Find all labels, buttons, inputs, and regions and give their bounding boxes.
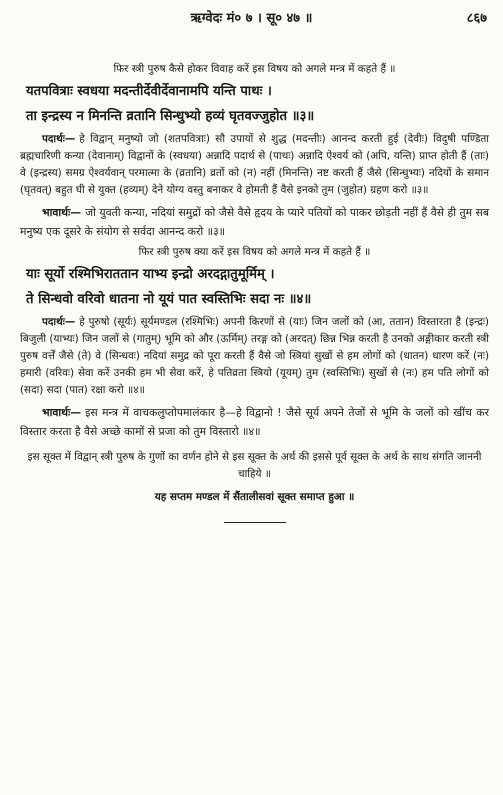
padartha-3-text: हे विद्वान् मनुष्यो जो (शतपवित्राः) सौ उपायों से शुद्ध (मदन्तीः) आनन्द करती हुई (देवीः) विदुषी पण्डिता ब्रह्मचारिणी कन्या (देवानाम्) विद्वानों के (स्वधया) अन्नादि पदार्थ से (पाथः) अन्नादि ऐश्वर्य को (अपि, यन्ति) प्राप्त होती हैं (ताः) वे (इन्द्रस्य) समग्र ऐश्वर्यवान् परमात्मा के (व्रतानि) व्रतों को (न) नहीं (मिनन्ति) नष्ट करती हैं जैसे (सिन्धुभ्यः) नदियों के समान (घृतवत्) बहुत घी से युक्त (हव्यम्) देने योग्य वस्तु बनाकर वे होमती हैं वैसे इनको तुम (जुहोत) ग्रहण करो ॥३॥	[20, 133, 489, 196]
intro-mantra-4: फिर स्त्री पुरुष क्या करें इस विषय को अगले मन्त्र में कहते हैं ॥	[138, 246, 371, 258]
padartha-4-text: हे पुरुषो (सूर्यः) सूर्यमण्डल (रश्मिभिः) अपनी किरणों से (याः) जिन जलों को (आ, ततान) विस्तारता है (इन्द्रः) बिजुली (याभ्यः) जिन जलों से (गातुम्) भूमि को और (ऊर्मिम्) तरङ्ग को (अरदत्) छिन्न भिन्न करती है उनको अङ्गीकार करती स्त्री पुरुष वर्त्तें जैसे (ते) वे (सिन्धवः) नदियां समुद्र को पूरा करती हैं वैसे जो स्त्रियां सुखों से हम लोगों को (धातन) धारण करें (नः) हमारी (वरिवः) सेवा करें उनकी हम भी सेवा करें, हे पतिव्रता स्त्रियो (यूयम्) तुम (स्वस्तिभिः) सुखों से (नः) हम पति लोगों को (सदा) सदा (पात) रक्षा करो ॥४॥	[20, 316, 489, 396]
bhavartha-3-label: भावार्थः—	[42, 206, 82, 219]
bhavartha-4-text: इस मन्त्र में वाचकलुप्तोपमालंकार है—हे विद्वानो ! जैसे सूर्य अपने तेजों से भूमि के जलों को खींच कर विस्तार करता है वैसे अच्छे कामों से प्रजा को तुम विस्तारो ॥४॥	[20, 406, 489, 438]
padartha-4	[20, 314, 489, 399]
mantra-3-line-2: ता इन्द्रस्य न मिनन्ति व्रतानि सिन्धुभ्यो हव्यं घृतवज्जुहोत ॥३॥	[26, 109, 315, 124]
mantra-3-line-1: यतपवित्राः स्वधया मदन्तीर्देवीर्देवानामपि यन्ति पाथः ।	[26, 84, 272, 99]
mantra-3	[26, 79, 489, 129]
mantra-4-line-2: ते सिन्धवो वरिवो धातना नो यूयं पात स्वस्तिभिः सदा नः ॥४॥	[26, 292, 312, 307]
end-rule	[224, 522, 286, 523]
padartha-3-label: पदार्थः—	[42, 133, 76, 145]
page-number: ८६७	[466, 11, 487, 26]
sukta-colophon: यह सप्तम मण्डल में सैंतालीसवां सूक्त समाप्त हुआ ॥	[154, 491, 355, 503]
bhavartha-4	[20, 403, 489, 441]
running-head: ऋग्वेदः मं० ७ । सू० ४७ ॥	[190, 11, 313, 26]
mantra-4-line-1: याः सूर्यो रश्मिभिराततान याभ्य इन्द्रो अरदद्गातुमूर्मिम् ।	[26, 267, 275, 282]
padartha-4-label: पदार्थः—	[42, 316, 76, 328]
page-body	[20, 62, 489, 523]
page-header	[0, 8, 503, 30]
sukta-closing-note: इस सूक्त में विद्वान् स्त्री पुरुष के गुणों का वर्णन होने से इस सूक्त के अर्थ की इससे पूर्व सूक्त के अर्थ के साथ संगति जाननी चाहिये ॥	[27, 451, 482, 480]
mantra-4	[26, 262, 489, 312]
bhavartha-3-text: जो युवती कन्या, नदियां समुद्रों को जैसे वैसे हृदय के प्यारे पतियों को पाकर छोड़ती नहीं हैं वैसे ही तुम सब मनुष्य एक दूसरे के संयोग से सर्वदा आनन्द करो ॥३॥	[20, 206, 489, 238]
bhavartha-3	[20, 203, 489, 241]
intro-mantra-3: फिर स्त्री पुरुष कैसे होकर विवाह करें इस विषय को अगले मन्त्र में कहते हैं ॥	[113, 63, 396, 75]
padartha-3	[20, 131, 489, 199]
bhavartha-4-label: भावार्थः—	[42, 406, 82, 419]
